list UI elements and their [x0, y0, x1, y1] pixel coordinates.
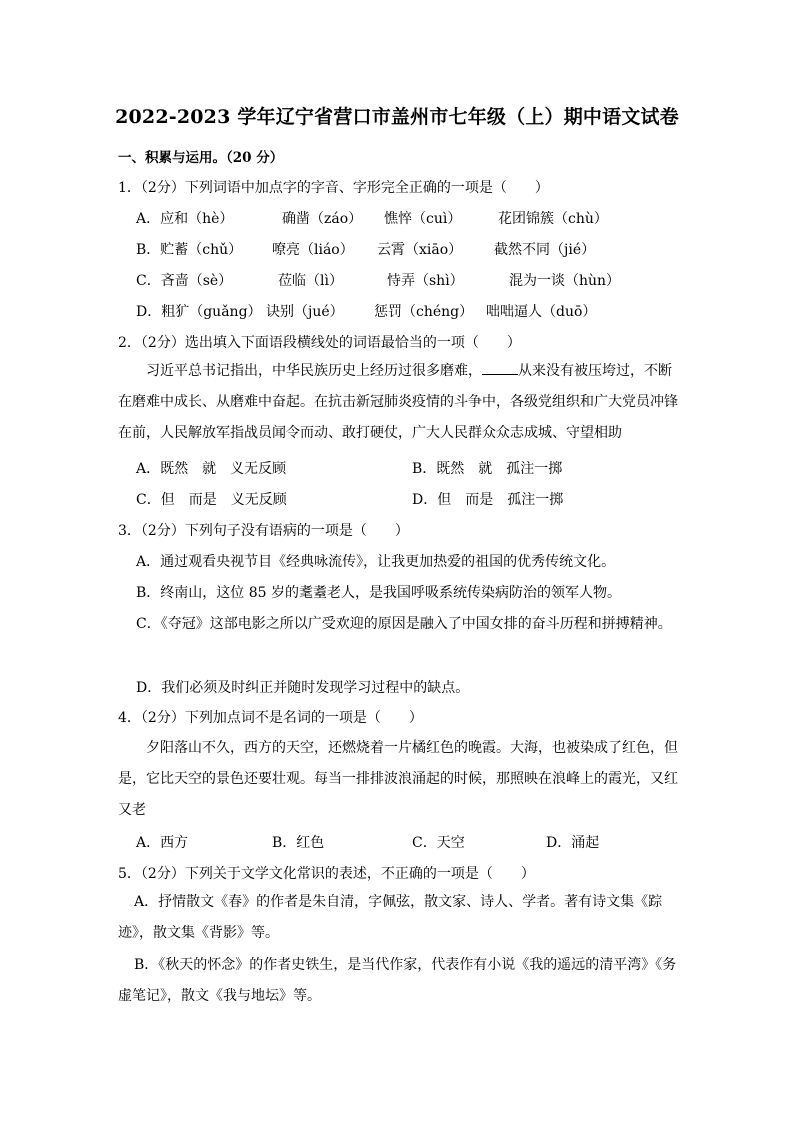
q3-option-b: B．终南山，这位 85 岁的耄耋老人，是我国呼吸系统传染病防治的领军人物。 [136, 585, 622, 601]
q1-option-b-2: 嘹亮（liáo） [272, 242, 354, 258]
q1-option-a-4: 花团锦簇（chù） [498, 211, 608, 227]
q3-option-a: A．通过观看央视节目《经典咏流传》，让我更加热爱的祖国的优秀传统文化。 [136, 554, 616, 570]
q1-option-c-3: 恃弄（shì） [387, 273, 464, 289]
q1-stem: 1．（2分）下列词语中加点字的字音、字形完全正确的一项是（ ） [118, 180, 549, 196]
q4-option-c: C．天空 [412, 835, 465, 851]
q1-option-c-1: C．吝啬（sè） [136, 273, 233, 289]
q3-option-c: C．《夺冠》这部电影之所以广受欢迎的原因是融入了中国女排的奋斗历程和拼搏精神。 [136, 616, 672, 632]
q2-passage-before-blank: 习近平总书记指出，中华民族历史上经历过很多磨难， [146, 363, 482, 379]
q4-option-a: A．西方 [136, 835, 189, 851]
q1-option-c-2: 莅临（lì） [278, 273, 343, 289]
q1-option-b-3: 云霄（xiāo） [377, 242, 463, 258]
q4-option-b: B．红色 [272, 835, 325, 851]
q1-option-d-3: 惩罚（chéng） [374, 304, 474, 320]
q3-stem: 3．（2分）下列句子没有语病的一项是（ ） [118, 523, 409, 539]
q5-stem: 5．（2分）下列关于文学文化常识的表述，不正确的一项是（ ） [118, 866, 535, 882]
q5-option-b: B．《秋天的怀念》的作者史铁生，是当代作家，代表作有小说《我的遥远的清平湾》《务虚笔记》，散文《我与地坛》等。 [118, 957, 677, 1004]
q1-option-a-3: 憔悴（cuì） [384, 211, 462, 227]
q4-stem: 4．（2分）下列加点词不是名词的一项是（ ） [118, 710, 423, 726]
q2-option-d: D．但 而是 孤注一掷 [412, 492, 564, 508]
section-heading: 一、积累与运用。（20 分） [118, 150, 284, 166]
q1-option-b-1: B．贮蓄（chǔ） [136, 242, 243, 258]
q2-stem: 2．（2分）选出填入下面语段横线处的词语最恰当的一项（ ） [118, 335, 521, 351]
fill-in-blank [482, 360, 518, 375]
q2-option-c: C．但 而是 义无反顾 [136, 492, 287, 508]
q2-passage-after-blank: 从来没有被压垮过，不断在磨难中成长、从磨难中奋起。在抗击新冠肺炎疫情的斗争中，各级党组织和广大党员冲锋在前，人民解放军指战员闻令而动、敢打硬仗，广大人民群众众志成城、守望相助 [118, 363, 678, 441]
q2-option-a: A．既然 就 义无反顾 [136, 461, 287, 477]
q2-passage [118, 356, 678, 449]
q1-option-c-4: 混为一谈（hùn） [509, 273, 621, 289]
q3-option-d: D．我们必须及时纠正并随时发现学习过程中的缺点。 [136, 680, 470, 696]
q1-option-d-1: D．粗犷（guǎng） [136, 304, 262, 320]
q1-option-d-2: 诀别（jué） [266, 304, 344, 320]
q4-passage: 夕阳落山不久，西方的天空，还燃烧着一片橘红色的晚霞。大海，也被染成了红色，但是，它比天空的景色还要壮观。每当一排排波浪涌起的时候，那照映在浪峰上的霞光，又红又老 [118, 740, 678, 818]
q4-option-d: D．涌起 [546, 835, 600, 851]
q5-option-a: A．抒情散文《春》的作者是朱自清，字佩弦，散文家、诗人、学者。著有诗文集《踪迹》，散文集《背影》等。 [118, 894, 663, 941]
q1-option-a-2: 确凿（záo） [282, 211, 363, 227]
q1-option-d-4: 咄咄逼人（duō） [486, 304, 597, 320]
q2-option-b: B．既然 就 孤注一掷 [412, 461, 563, 477]
exam-title: 2022-2023 学年辽宁省营口市盖州市七年级（上）期中语文试卷 [115, 106, 679, 128]
q1-option-b-4: 截然不同（jié） [494, 242, 596, 258]
q1-option-a-1: A．应和（hè） [136, 211, 234, 227]
